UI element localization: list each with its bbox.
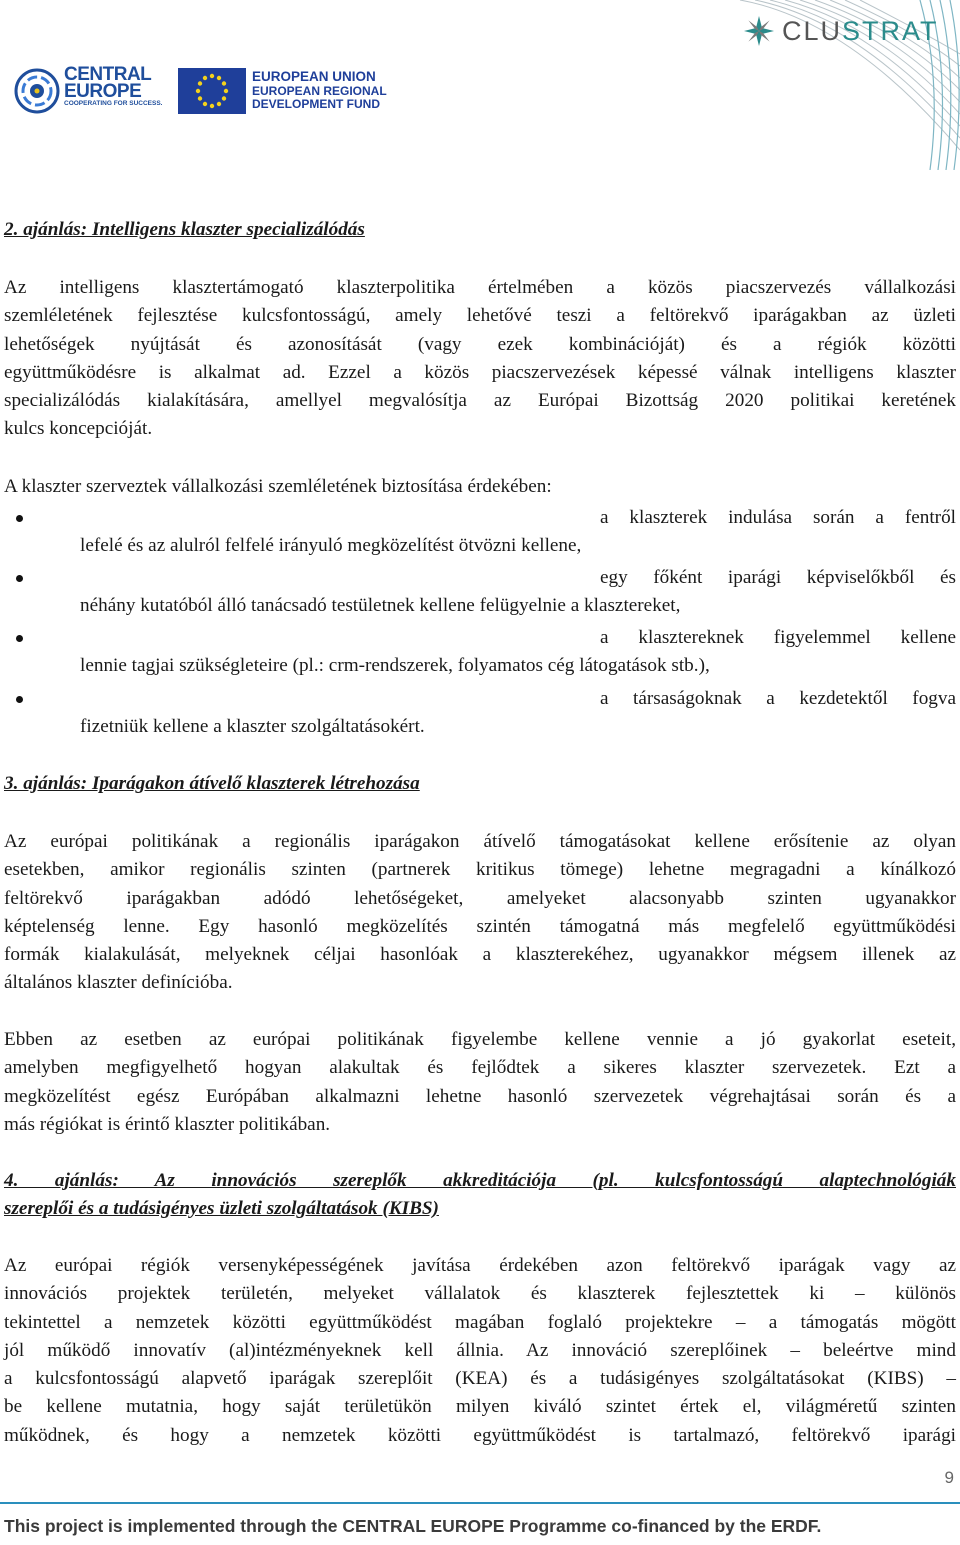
text-line: formák kialakulását, melyeknek céljai hasonlóak a klaszterekéhez, ugyanakkor mégsem illenek az: [4, 944, 956, 966]
text-line: jól működő innovatív (al)intézményeknek kell állnia. Az innováció szereplőinek – beleértve mind: [4, 1339, 956, 1361]
clustrat-logo: [742, 14, 942, 48]
text-line: Ebben az esetben az európai politikának figyelembe kellene vennie a jó gyakorlat eseteit,: [4, 1029, 956, 1050]
heading-line: szereplői és a tudásigényes üzleti szolgáltatások (KIBS): [4, 1198, 439, 1220]
bullet-text-second: lefelé és az alulról felfelé irányuló megközelítést ötvözni kellene,: [80, 535, 582, 556]
text-line: Az európai politikának a regionális iparágakon átívelő támogatásokat kellene erősítenie az olyan: [4, 831, 956, 852]
section4-paragraph1: [4, 1252, 956, 1450]
text-line: szemléletének fejlesztése kulcsfontosságú, amely lehetővé teszi a feltörekvő iparágakban az üzleti: [4, 305, 956, 327]
clustrat-clu: CLU: [782, 16, 843, 46]
bullet-icon: [16, 575, 23, 582]
bullet-icon: [16, 696, 23, 703]
bullet-text-first: a társaságoknak a kezdetektől fogva: [600, 688, 956, 709]
bullet-text-first: a klaszterek indulása során a fentről: [600, 507, 956, 528]
bullet-text-first: a klasztereknek figyelemmel kellene: [600, 627, 956, 648]
section2-paragraph1: [4, 274, 956, 444]
text-line: feltörekvő iparágakban adódó lehetőségeket, amelyeket alacsonyabb szinten ugyanakkor: [4, 887, 956, 909]
text-line: Az európai régiók versenyképességének javítása érdekében azon feltörekvő iparágak vagy az: [4, 1255, 956, 1276]
clustrat-strat: STRAT: [842, 16, 939, 46]
section2-paragraph2: A klaszter szerveztek vállalkozási szemléletének biztosítása érdekében:: [4, 476, 552, 497]
eu-line2: EUROPEAN REGIONAL: [252, 84, 387, 98]
section3-paragraph1: [4, 828, 956, 998]
page-number: 9: [944, 1468, 954, 1487]
text-line: működnek, és hogy a nemzetek közötti együttműködést is tartalmazó, feltörekvő iparági: [4, 1424, 956, 1446]
eu-fund-label: [252, 70, 387, 111]
page-header: [0, 0, 960, 170]
text-line: más régiókat is érintő klaszter politikában.: [4, 1113, 331, 1135]
text-line: innovációs projektek területén, melyeket vállalatok és klaszterek fejlesztettek ki – különös: [4, 1283, 956, 1305]
section4-heading: [4, 1167, 956, 1224]
central-europe-tagline: COOPERATING FOR SUCCESS.: [64, 100, 163, 107]
footer-text: This project is implemented through the CENTRAL EUROPE Programme co-financed by the ERDF.: [4, 1516, 822, 1536]
clustrat-star-icon: [742, 14, 776, 48]
text-line: képtelenség lenne. Egy hasonló megközelítés szintén támogatná más megfelelő együttműködési: [4, 915, 956, 937]
text-line: megközelítést egész Európában alkalmazni lehetne hasonló szervezetek végrehajtásai során és a: [4, 1085, 956, 1107]
bullet-text-second: néhány kutatóból álló tanácsadó testületnek kellene felügyelnie a klasztereket,: [80, 595, 681, 616]
bullet-text-second: fizetniük kellene a klaszter szolgáltatásokért.: [80, 716, 425, 737]
text-line: esetekben, amikor regionális szinten (partnerek kritikus tömege) lehetne megragadni a kínálkozó: [4, 859, 956, 881]
bullet-text-first: egy főként iparági képviselőkből és: [600, 567, 956, 588]
text-line: specializálódás kialakítására, amellyel megvalósítja az Európai Bizottság 2020 politikai keretének: [4, 390, 956, 412]
bullet-icon: [16, 635, 23, 642]
text-line: be kellene mutatnia, hogy saját területükön milyen kiváló szintet értek el, világméretű szinten: [4, 1396, 956, 1418]
eu-line1: EUROPEAN UNION: [252, 69, 376, 84]
text-line: Az intelligens klasztertámogató klaszterpolitika értelmében a közös piacszervezés vállalkozási: [4, 277, 956, 298]
text-line: lehetőségek nyújtását és azonosítását (vagy ezek kombinációját) és a régiók közötti: [4, 333, 956, 355]
central-europe-line1: CENTRAL: [64, 64, 152, 85]
central-europe-logo: [14, 66, 164, 116]
eu-line3: DEVELOPMENT FUND: [252, 97, 381, 111]
footer-divider: [0, 1502, 960, 1504]
section3-paragraph2: [4, 1026, 956, 1139]
text-line: együttműködésre is alkalmat ad. Ezzel a közös piacszervezések képessé válnak intelligens klaszter: [4, 361, 956, 383]
section3-heading: 3. ajánlás: Iparágakon átívelő klaszterek létrehozása: [4, 773, 420, 794]
section2-heading: 2. ajánlás: Intelligens klaszter specializálódás: [4, 219, 365, 240]
text-line: tekintettel a nemzetek közötti együttműködést magában foglaló projektekre – a támogatás mögött: [4, 1311, 956, 1333]
eu-flag-icon: [178, 68, 246, 114]
text-line: amelyben megfigyelhető hogyan alakultak és fejlődtek a sikeres klaszter szervezetek. Ezt a: [4, 1057, 956, 1079]
bullet-text-second: lennie tagjai szükségleteire (pl.: crm-rendszerek, folyamatos cég látogatások stb.),: [80, 655, 710, 676]
globe-icon: [14, 68, 60, 114]
text-line: általános klaszter definícióba.: [4, 972, 233, 994]
text-line: kulcs koncepcióját.: [4, 418, 153, 440]
heading-line: 4. ajánlás: Az innovációs szereplők akkreditációja (pl. kulcsfontosságú alaptechnológiák: [4, 1170, 956, 1191]
bullet-icon: [16, 515, 23, 522]
central-europe-line2: EUROPE: [64, 81, 142, 102]
text-line: a kulcsfontosságú alapvető iparágak szereplőit (KEA) és a tudásigényes szolgáltatásokat (KIBS) –: [4, 1368, 956, 1390]
